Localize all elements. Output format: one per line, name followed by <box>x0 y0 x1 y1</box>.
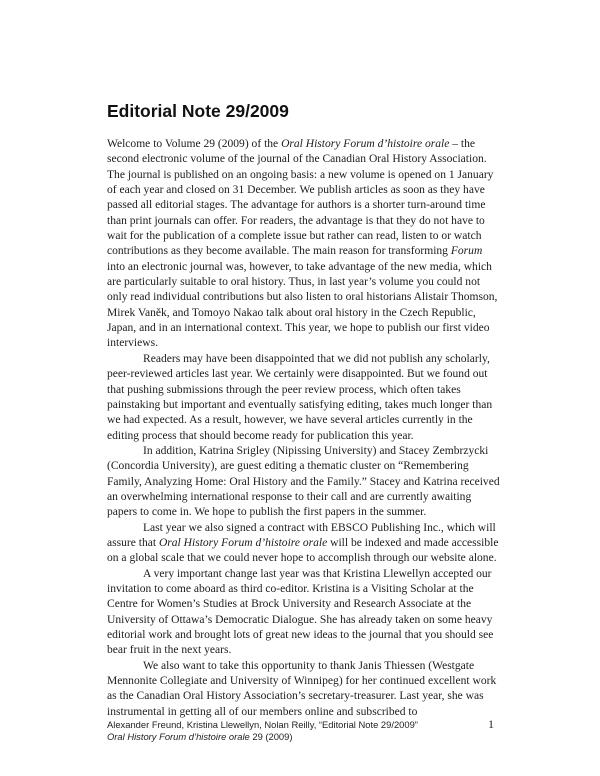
page-number: 1 <box>488 717 494 731</box>
footer-journal-title: Oral History Forum d’histoire orale <box>107 730 250 742</box>
paragraph-1 <box>107 137 502 352</box>
paragraph-2 <box>107 352 502 444</box>
footer-journal <box>107 731 418 743</box>
paragraph-6 <box>107 659 502 720</box>
paragraph-5 <box>107 567 502 659</box>
paragraph-text: – the second electronic volume of the journal of the Canadian Oral History Association. The journal is published on an ongoing basis: a new volume is opened on 1 January of each year and closed on 31 December. We publish articles as soon as they have passed all editorial stages. The advantage for authors is a shorter turn-around time than print journals can offer. For readers, the advantage is that they do not have to wait for the publication of a complete issue but rather can read, listen to or watch contributions as they become available. The main reason for transforming <box>107 138 494 258</box>
page-title: Editorial Note 29/2009 <box>107 101 289 121</box>
article-body <box>107 137 502 720</box>
paragraph-text: In addition, Katrina Srigley (Nipissing University) and Stacey Zembrzycki (Concordia University), are guest editing a thematic cluster on “Remembering Family, Analyzing Home: Oral History and the Family.” Stacey and Katrina received an overwhelming international response to their call and are currently awaiting papers to come in. We hope to publish the first papers in the summer. <box>107 444 500 519</box>
paragraph-text: Last year we also signed a contract with EBSCO Publishing Inc., which will assure that <box>107 521 496 549</box>
paragraph-text: into an electronic journal was, however, to take advantage of the new media, which are particularly suitable to oral history. Thus, in last year’s volume you could not only read individual contributions but also listen to oral historians Alistair Thomson, Mirek Vaněk, and Tomoyo Nakao talk about oral history in the Czech Republic, Japan, and in an international context. This year, we hope to publish our first video interviews. <box>107 260 498 350</box>
page-footer <box>107 719 418 742</box>
journal-title-italic: Oral History Forum d’histoire orale <box>158 536 328 549</box>
paragraph-text: We also want to take this opportunity to thank Janis Thiessen (Westgate Mennonite Collegiate and University of Winnipeg) for her continued excellent work as the Canadian Oral History Association’s secretary-treasurer. Last year, she was instrumental in getting all of our members online and subscribed to <box>107 659 497 718</box>
footer-citation: Alexander Freund, Kristina Llewellyn, Nolan Reilly, “Editorial Note 29/2009” <box>107 719 418 730</box>
paragraph-text: Readers may have been disappointed that we did not publish any scholarly, peer-reviewed articles last year. We certainly were disappointed. But we found out that pushing submissions through the peer review process, which often takes painstaking but important and eventually satisfying editing, takes much longer than we had expected. As a result, however, we have several articles currently in the editing process that should become ready for publication this year. <box>107 352 493 442</box>
journal-title-italic: Oral History Forum d’histoire orale <box>281 138 450 150</box>
forum-italic: Forum <box>450 245 483 258</box>
paragraph-3 <box>107 444 502 521</box>
paragraph-text: will be indexed and made accessible on a global scale that we could never hope to accomplish through our website alone. <box>107 536 499 565</box>
paragraph-4 <box>107 521 502 567</box>
paragraph-text: Welcome to Volume 29 (2009) of the <box>107 138 282 150</box>
paragraph-text: A very important change last year was that Kristina Llewellyn accepted our invitation to come aboard as third co-editor. Kristina is a Visiting Scholar at the Centre for Women’s Studies at Brock University and Research Associate at the University of Ottawa’s Democratic Dialogue. She has already taken on some heavy editorial work and brought lots of great new ideas to the journal that you should see bear fruit in the next years. <box>107 567 494 657</box>
footer-journal-issue: 29 (2009) <box>249 730 293 742</box>
